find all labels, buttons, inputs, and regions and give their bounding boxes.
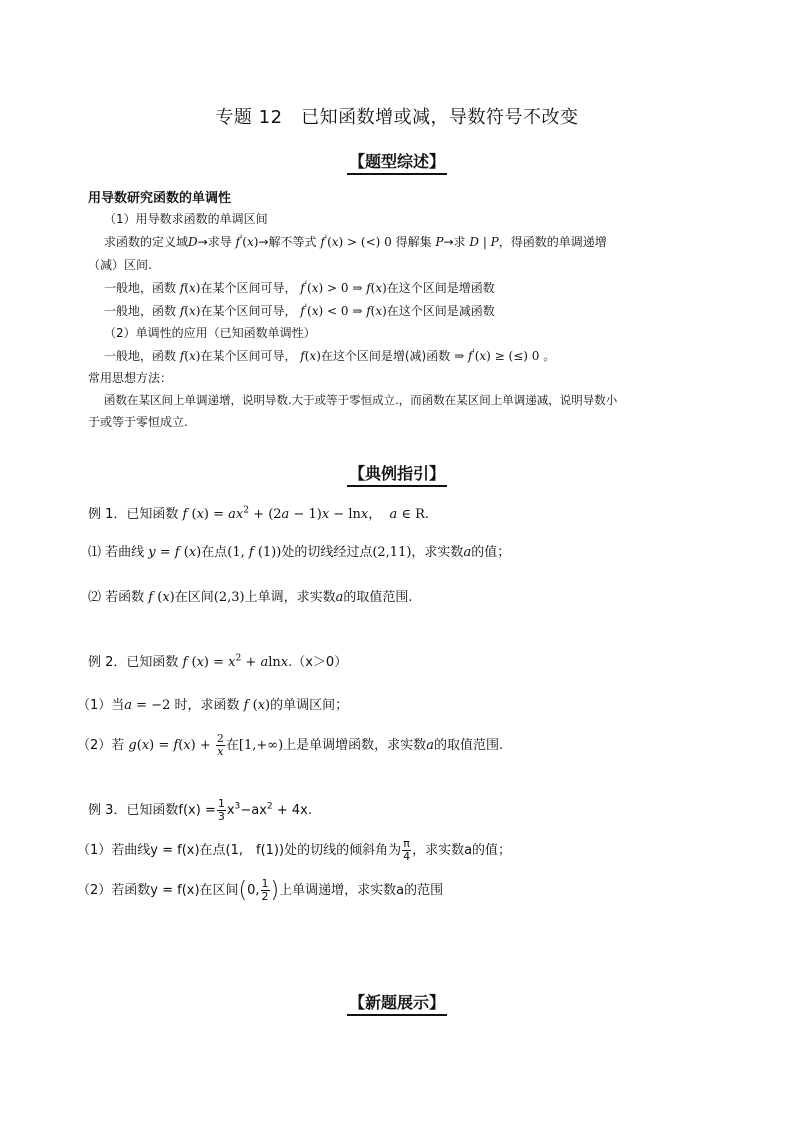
- example-1-question-2: ⑵ 若函数 f (x)在区间(2,3)上单调，求实数a的取值范围.: [88, 590, 413, 605]
- overview-line-1: （1）用导数求函数的单调区间: [104, 212, 268, 226]
- overview-line-7: 一般地，函数 f(x)在某个区间可导， f(x)在这个区间是增(减)函数 ⇒ f'(x) ≥ (≤) 0 。: [104, 347, 556, 363]
- example-2-question-2: （2）若 g(x) = f(x) + $\frac{2}{x}$ 在[1,+∞)上是单调增函数，求实数a的取值范围.: [77, 732, 504, 758]
- example-3-question-1: （1）若曲线y = f(x)在点(1, f(1))处的切线的倾斜角为 $\frac{\pi}{4}$ ，求实数a的值；: [77, 837, 512, 863]
- example-2-question-1: （1）当a = −2 时，求函数 f (x)的单调区间；: [77, 698, 349, 713]
- overview-line-5: 一般地，函数 f(x)在某个区间可导， f'(x) < 0 ⇒ f(x)在这个区间是减函数: [104, 302, 495, 318]
- example-2-statement: 例 2．已知函数 f $(x) = x^2 + alnx.(x>0)$: [88, 653, 348, 670]
- overview-line-10: 于或等于零恒成立.: [88, 415, 188, 429]
- section-heading-overview: 【题型综述】: [0, 149, 794, 175]
- section-heading-new: 【新题展示】: [0, 990, 794, 1016]
- overview-line-9: 函数在某区间上单调递增，说明导数.大于或等于零恒成立.，而函数在某区间上单调递减，说明导数小: [104, 393, 618, 407]
- overview-line-8: 常用思想方法：: [88, 371, 173, 385]
- example-1-question-1: ⑴ 若曲线 y = f (x)在点(1, f (1))处的切线经过点(2,11)，求实数a的值；: [88, 545, 511, 560]
- section-heading-examples: 【典例指引】: [0, 461, 794, 487]
- overview-line-4: 一般地，函数 f(x)在某个区间可导， f'(x) > 0 ⇒ f(x)在这个区间是增函数: [104, 279, 495, 295]
- example-1-statement: 例 1．已知函数 f $(x) = ax^2 + (2a - 1)x - \ln x$， a ∈ R.: [88, 505, 430, 522]
- example-3-question-2: （2）若函数y = f(x)在区间(0, $\frac{1}{2}$ )上单调递增，求实数a的范围: [77, 877, 444, 903]
- page-title: 专题 12 已知函数增或减，导数符号不改变: [215, 107, 579, 128]
- overview-line-3: （减）区间.: [88, 258, 152, 272]
- overview-line-6: （2）单调性的应用（已知函数单调性）: [104, 326, 316, 340]
- example-3-statement: 例 3．已知函数f(x) = $\frac{1}{3}$ $x^3-ax^2 + 4x$.: [88, 797, 312, 823]
- overview-line-2: 求函数的定义域D→求导 f'(x)→解不等式 f'(x) > (<) 0 得解集 P→求 D | P，得函数的单调递增: [104, 233, 607, 249]
- overview-heading: 用导数研究函数的单调性: [88, 191, 232, 206]
